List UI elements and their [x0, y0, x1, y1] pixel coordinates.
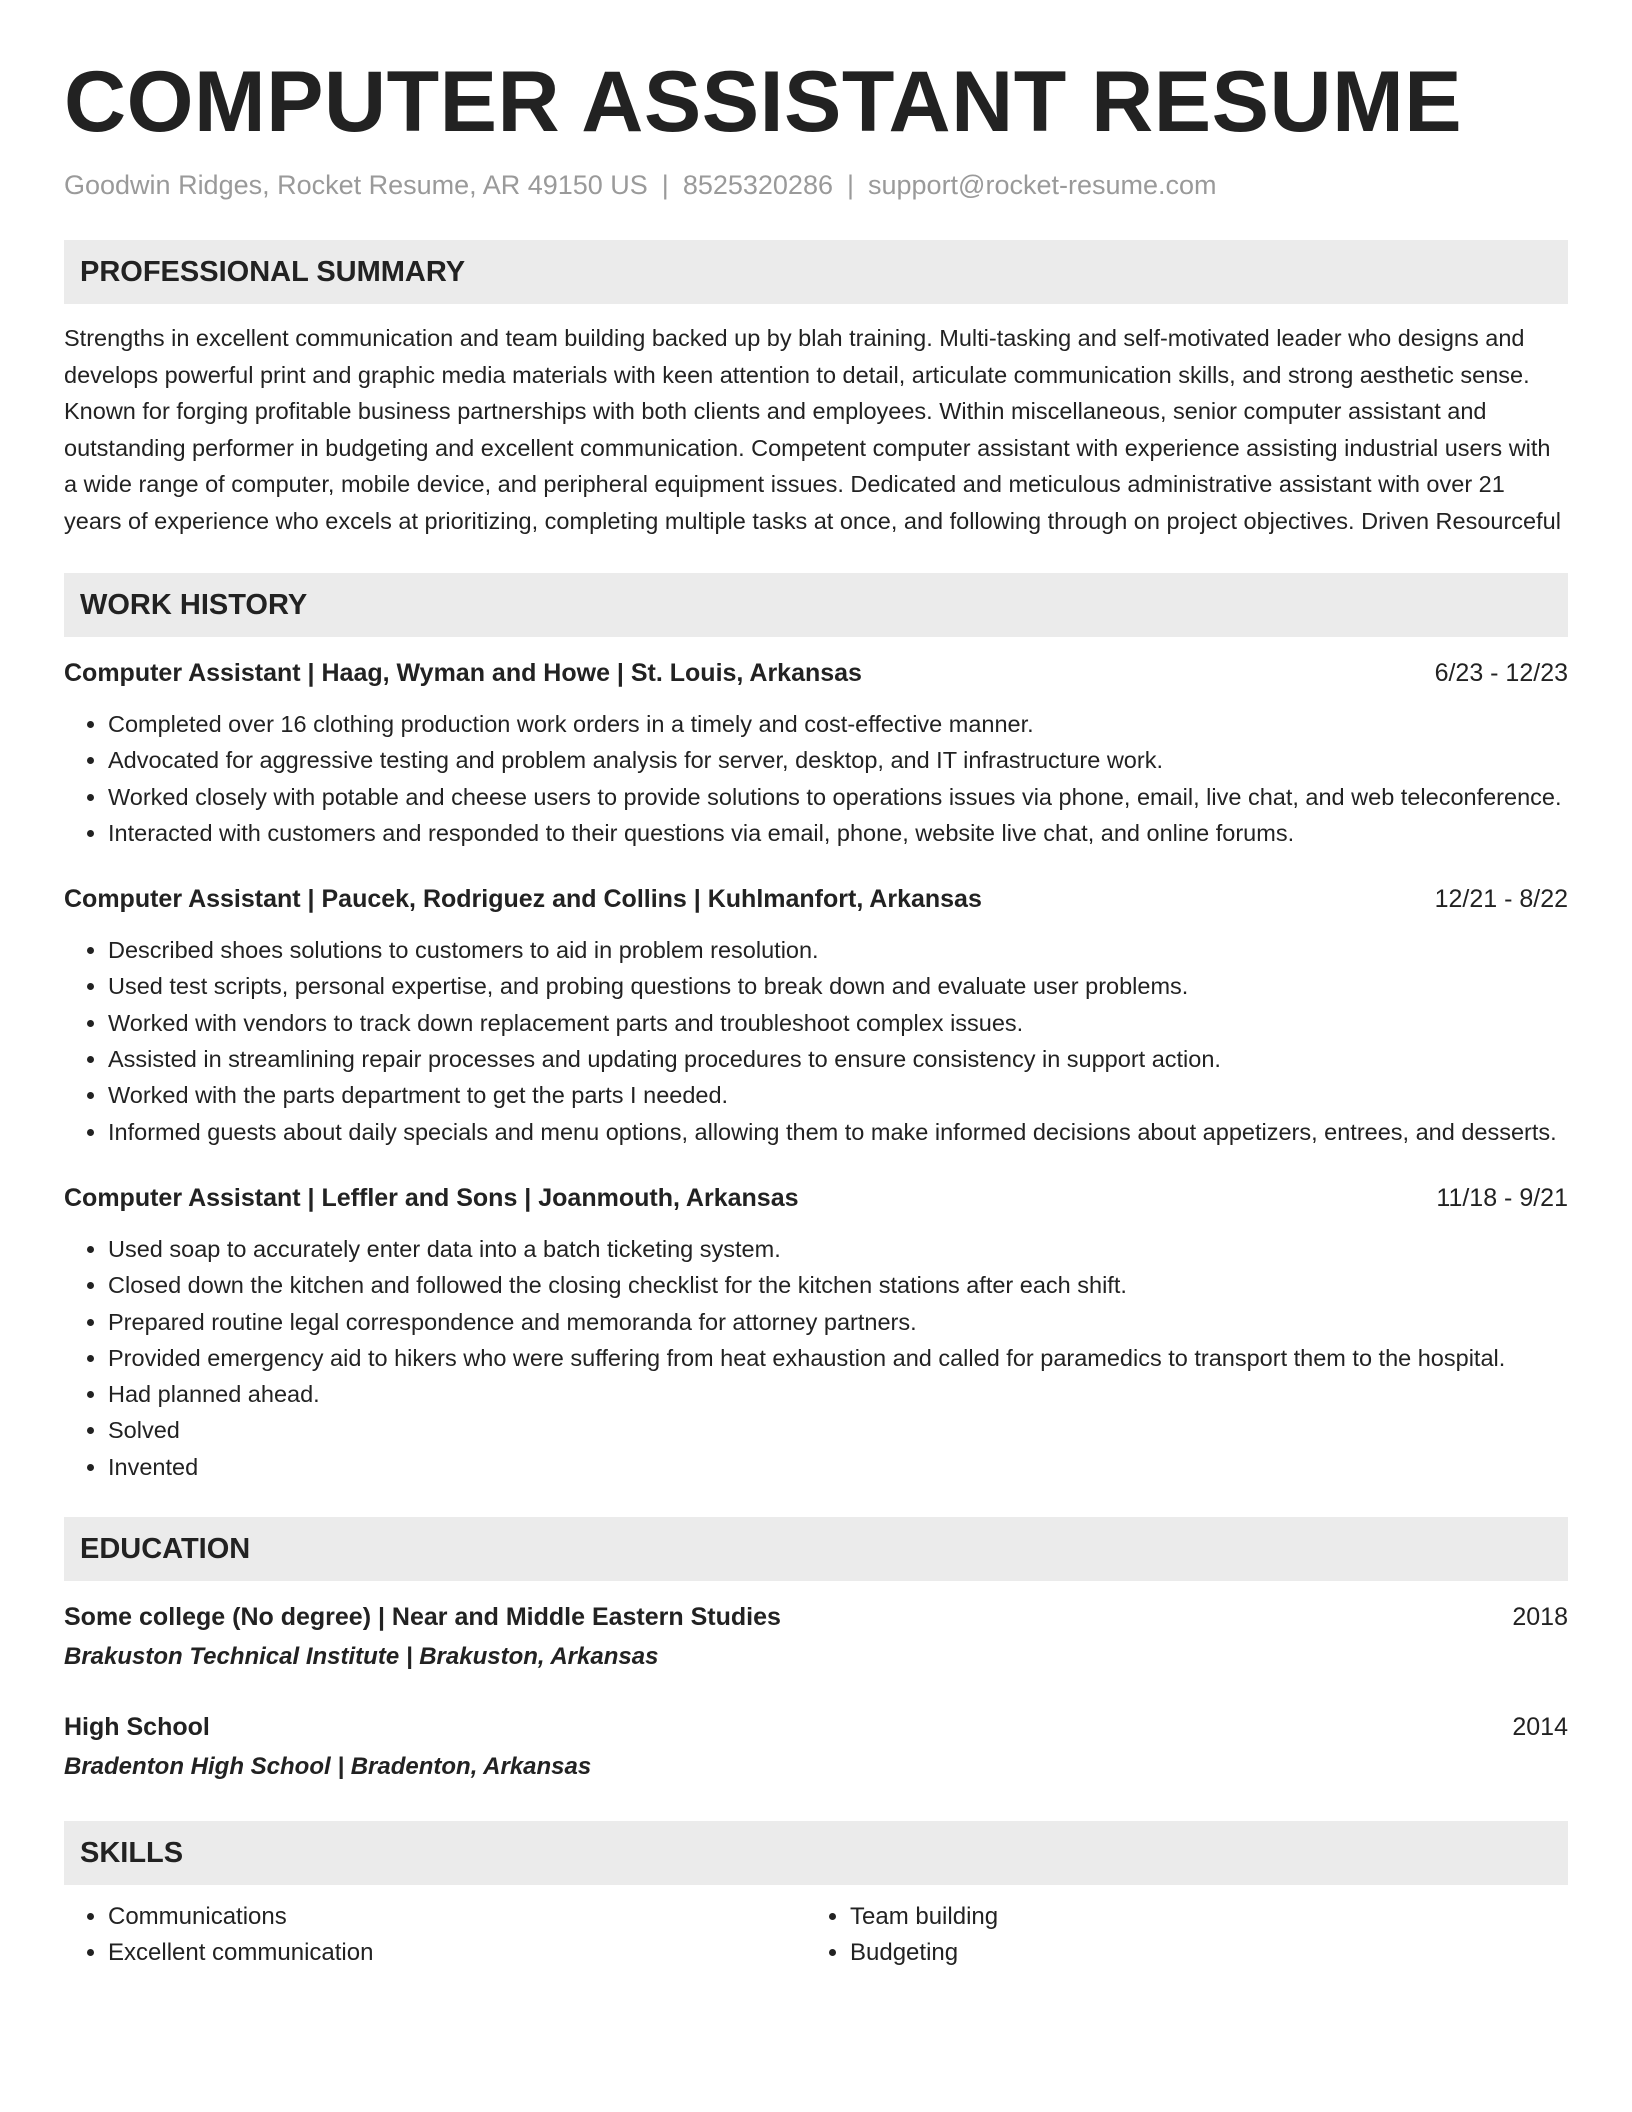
education-year: 2014 — [1512, 1713, 1568, 1742]
contact-line — [64, 168, 1568, 202]
job-bullet: • Solved — [108, 1412, 1568, 1448]
job-dates: 6/23 - 12/23 — [1434, 659, 1568, 687]
job-title: Computer Assistant | Haag, Wyman and Howe | St. Louis, Arkansas — [64, 659, 862, 687]
job-entry — [64, 655, 1568, 851]
job-bullet: • Invented — [108, 1449, 1568, 1485]
skills-list — [64, 1899, 806, 1971]
job-bullets — [64, 932, 1568, 1150]
job-bullet: • Interacted with customers and responded to their questions via email, phone, website live chat, and online forums. — [108, 815, 1568, 851]
skill-item: • Budgeting — [850, 1935, 1548, 1971]
job-bullet: • Had planned ahead. — [108, 1376, 1568, 1412]
job-bullet: • Advocated for aggressive testing and problem analysis for server, desktop, and IT infrastructure work. — [108, 742, 1568, 778]
contact-email: support@rocket-resume.com — [868, 170, 1217, 200]
job-title: Computer Assistant | Paucek, Rodriguez and Collins | Kuhlmanfort, Arkansas — [64, 885, 982, 914]
job-header — [64, 1180, 1568, 1216]
skill-item: • Team building — [850, 1899, 1548, 1935]
resume-title: COMPUTER ASSISTANT RESUME — [64, 54, 1463, 150]
job-bullet: • Used test scripts, personal expertise, and probing questions to break down and evaluate user problems. — [108, 968, 1568, 1004]
education-entry — [64, 1599, 1568, 1677]
job-title: Computer Assistant | Leffler and Sons | Joanmouth, Arkansas — [64, 1183, 799, 1212]
job-dates: 11/18 - 9/21 — [1436, 1183, 1568, 1212]
job-bullet: • Worked with the parts department to get the parts I needed. — [108, 1077, 1568, 1113]
section-header-education: EDUCATION — [64, 1517, 1568, 1581]
job-entry — [64, 881, 1568, 1150]
job-bullet: • Assisted in streamlining repair processes and updating procedures to ensure consistency in support action. — [108, 1041, 1568, 1077]
education-year: 2018 — [1512, 1603, 1568, 1632]
section-header-skills: SKILLS — [64, 1821, 1568, 1885]
job-bullet: • Described shoes solutions to customers to aid in problem resolution. — [108, 932, 1568, 968]
job-bullet: • Provided emergency aid to hikers who were suffering from heat exhaustion and called for paramedics to transport them to the hospital. — [108, 1340, 1568, 1376]
contact-separator: | — [661, 170, 669, 200]
job-bullet: • Worked closely with potable and cheese users to provide solutions to operations issues via phone, email, live chat, and web teleconference. — [108, 779, 1568, 815]
skills-column-left — [64, 1899, 806, 1971]
summary-text: Strengths in excellent communication and team building backed up by blah training. Multi-tasking and self-motivated leader who designs and develops powerful print and graphic media materials with keen attention to detail, articulate communication skills, and strong aesthetic sense. Known for forging profitable business partnerships with both clients and employees. Within miscellaneous, senior computer assistant and outstanding performer in budgeting and excellent communication. Competent computer assistant with experience assisting industrial users with a wide range of computer, mobile device, and peripheral equipment issues. Dedicated and meticulous administrative assistant with over 21 years of experience who excels at prioritizing, completing multiple tasks at once, and following through on project objectives. Driven Resourceful — [64, 325, 1561, 534]
job-bullet: • Worked with vendors to track down replacement parts and troubleshoot complex issues. — [108, 1005, 1568, 1041]
job-entry — [64, 1180, 1568, 1485]
skill-item: • Communications — [108, 1899, 806, 1935]
skills-column-right — [806, 1899, 1548, 1971]
education-degree: High School — [64, 1713, 210, 1742]
job-bullet: • Used soap to accurately enter data into a batch ticketing system. — [108, 1231, 1568, 1267]
job-bullets — [64, 1231, 1568, 1485]
skills-grid — [64, 1899, 1568, 1971]
education-header — [64, 1709, 1568, 1745]
job-bullets — [64, 706, 1568, 851]
education-school: Bradenton High School | Bradenton, Arkansas — [64, 1753, 592, 1781]
education-degree: Some college (No degree) | Near and Middle Eastern Studies — [64, 1603, 781, 1632]
contact-separator: | — [846, 170, 854, 200]
job-bullet: • Informed guests about daily specials and menu options, allowing them to make informed decisions about appetizers, entrees, and desserts. — [108, 1114, 1568, 1150]
job-header — [64, 881, 1568, 917]
job-bullet: • Closed down the kitchen and followed the closing checklist for the kitchen stations after each shift. — [108, 1267, 1568, 1303]
education-school: Brakuston Technical Institute | Brakuston, Arkansas — [64, 1643, 659, 1671]
education-entry — [64, 1709, 1568, 1787]
job-header — [64, 655, 1568, 691]
skill-item: • Excellent communication — [108, 1935, 806, 1971]
contact-phone: 8525320286 — [682, 170, 833, 200]
section-header-summary: PROFESSIONAL SUMMARY — [64, 240, 1568, 304]
contact-address: Goodwin Ridges, Rocket Resume, AR 49150 US — [64, 170, 648, 200]
education-header — [64, 1599, 1568, 1635]
skills-list — [806, 1899, 1548, 1971]
job-bullet: • Completed over 16 clothing production work orders in a timely and cost-effective manner. — [108, 706, 1568, 742]
job-dates: 12/21 - 8/22 — [1434, 885, 1568, 914]
job-bullet: • Prepared routine legal correspondence and memoranda for attorney partners. — [108, 1304, 1568, 1340]
section-header-work-history: WORK HISTORY — [64, 573, 1568, 637]
